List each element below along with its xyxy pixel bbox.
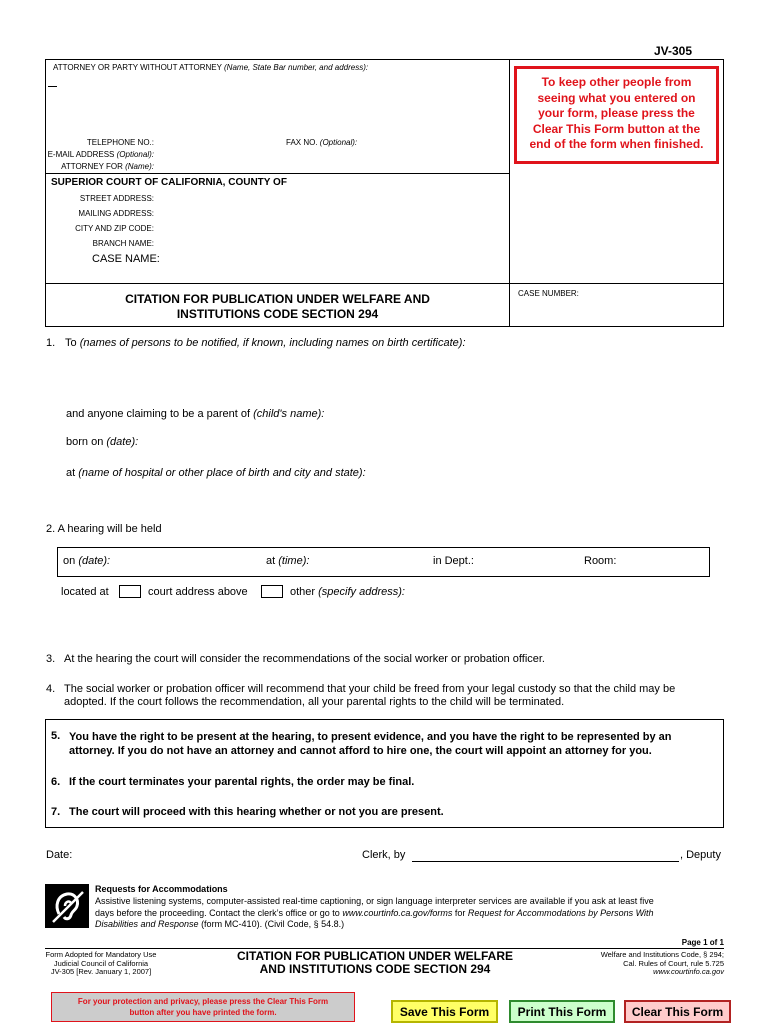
- footer-title2: AND INSTITUTIONS CODE SECTION 294: [259, 962, 491, 976]
- street-label: STREET ADDRESS:: [79, 194, 154, 203]
- city-zip-label: CITY AND ZIP CODE:: [75, 224, 154, 233]
- fax-label: [286, 138, 357, 147]
- page-number: Page 1 of 1: [681, 938, 724, 947]
- item1-parent: [66, 408, 324, 420]
- form-id: JV-305: [654, 44, 693, 58]
- hearing-date-italic: (date):: [78, 555, 111, 567]
- item1-at-italic: (name of hospital or other place of birth and city and state):: [78, 467, 366, 479]
- item5-line1: You have the right to be present at the hearing, to present evidence, and you have the right to be represented by an: [69, 731, 672, 743]
- text-cursor: [48, 86, 57, 87]
- footer-left3: JV-305 [Rev. January 1, 2007]: [50, 967, 152, 976]
- item4-num: 4.: [46, 683, 56, 695]
- form-title-line2: INSTITUTIONS CODE SECTION 294: [176, 307, 379, 321]
- item1-to: [65, 337, 466, 349]
- fax-optional: (Optional):: [319, 138, 358, 147]
- hearing-room: Room:: [584, 555, 617, 567]
- case-name-label: CASE NAME:: [92, 253, 160, 265]
- item5-line2: attorney. If you do not have an attorney and cannot afford to hire one, the court will appoint an attorney for you.: [69, 745, 652, 757]
- email-label-text: E-MAIL ADDRESS: [47, 150, 115, 159]
- item1-num: 1.: [46, 337, 56, 349]
- accommodations-text: [95, 896, 725, 931]
- hearing-dept: in Dept.:: [433, 555, 474, 567]
- other-address-italic: (specify address):: [318, 586, 405, 598]
- clear-form-button[interactable]: Clear This Form: [624, 1000, 731, 1023]
- other-address-checkbox[interactable]: [261, 585, 283, 598]
- item2-label: 2. A hearing will be held: [46, 523, 162, 535]
- form-title-line1: CITATION FOR PUBLICATION UNDER WELFARE AND: [125, 292, 430, 306]
- hearing-time: [266, 555, 309, 567]
- accommodations-line3: [95, 919, 725, 931]
- accommodations-line1: Assistive listening systems, computer-assisted real-time captioning, or sign language interpreter services are available if you ask at least five: [95, 896, 654, 906]
- item5-num: 5.: [51, 730, 61, 742]
- mailing-label: MAILING ADDRESS:: [78, 209, 154, 218]
- accommodations-url[interactable]: www.courtinfo.ca.gov/forms: [342, 907, 453, 918]
- item4-line2: adopted. If the court follows the recommendation, all your parental rights to the child will be terminated.: [64, 696, 565, 708]
- attorney-for-label: [61, 162, 154, 171]
- header-divider: [509, 59, 510, 327]
- item1-at-text: at: [66, 467, 76, 479]
- attorney-label-italic: (Name, State Bar number, and address):: [224, 63, 369, 72]
- item1-to-italic: (names of persons to be notified, if known, including names on birth certificate):: [79, 337, 466, 349]
- item1-born-italic: (date):: [106, 436, 139, 448]
- located-at-label: located at: [61, 586, 109, 598]
- footer-title1: CITATION FOR PUBLICATION UNDER WELFARE: [237, 949, 513, 963]
- item6-text: If the court terminates your parental rights, the order may be final.: [69, 776, 415, 788]
- item1-parent-text: and anyone claiming to be a parent of: [66, 408, 251, 420]
- clerk-signature-line: [412, 861, 679, 862]
- acc-l3b: (form MC-410). (Civil Code, § 54.8.): [198, 919, 345, 929]
- branch-label: BRANCH NAME:: [92, 239, 154, 248]
- assistive-listening-icon: [45, 884, 89, 928]
- item1-at: [66, 467, 366, 479]
- privacy-notice: To keep other people from seeing what you entered on your form, please press the Clear This Form button at the end of the form when finished.: [514, 66, 719, 164]
- attorney-for-text: ATTORNEY FOR: [61, 162, 123, 171]
- attorney-label: [53, 63, 368, 72]
- hearing-date-on: on: [63, 555, 76, 567]
- item5-text: [69, 730, 671, 758]
- footer-title: [200, 950, 550, 976]
- accommodations-title: Requests for Accommodations: [95, 884, 228, 894]
- item7-text: The court will proceed with this hearing whether or not you are present.: [69, 806, 444, 818]
- item1-parent-italic: (child's name):: [253, 408, 325, 420]
- telephone-label: TELEPHONE NO.:: [86, 138, 154, 147]
- item7-num: 7.: [51, 806, 61, 818]
- hearing-time-at: at: [266, 555, 276, 567]
- footer-left2: Judicial Council of California: [53, 958, 149, 968]
- footer-left: [45, 951, 157, 977]
- attorney-label-text: ATTORNEY OR PARTY WITHOUT ATTORNEY: [53, 63, 222, 72]
- court-address-checkbox[interactable]: [119, 585, 141, 598]
- footer-left1: Form Adopted for Mandatory Use: [45, 950, 157, 959]
- court-title: SUPERIOR COURT OF CALIFORNIA, COUNTY OF: [51, 177, 287, 188]
- item3-text: At the hearing the court will consider the recommendations of the social worker or probation officer.: [64, 653, 545, 665]
- item1-to-text: To: [65, 337, 77, 349]
- footer-right2: Cal. Rules of Court, rule 5.725: [623, 958, 724, 968]
- footer-right1: Welfare and Institutions Code, § 294;: [600, 950, 724, 959]
- email-label: [48, 150, 154, 159]
- acc-l2a: days before the proceeding. Contact the clerk’s office or go to: [95, 907, 343, 918]
- deputy-label: , Deputy: [680, 849, 721, 861]
- hearing-date: [63, 555, 110, 567]
- email-optional: (Optional):: [116, 150, 154, 159]
- date-label: Date:: [46, 849, 73, 861]
- print-form-button[interactable]: Print This Form: [509, 1000, 615, 1023]
- fax-label-text: FAX NO.: [286, 138, 318, 147]
- clerk-label: Clerk, by: [362, 849, 406, 861]
- attorney-for-name: (Name):: [125, 162, 154, 171]
- item3-num: 3.: [46, 653, 56, 665]
- hearing-time-italic: (time):: [278, 555, 310, 567]
- item1-born-text: born on: [66, 436, 104, 448]
- acc-l2b: for: [452, 907, 468, 918]
- other-address-text: other: [290, 586, 316, 598]
- form-title: [46, 292, 509, 322]
- other-address-label: [290, 586, 405, 598]
- save-form-button[interactable]: Save This Form: [391, 1000, 498, 1023]
- accommodations-line2: [95, 908, 725, 920]
- acc-l3it: Disabilities and Response: [95, 919, 199, 929]
- item4-line1: The social worker or probation officer will recommend that your child be freed from your legal custody so that the child may be: [64, 683, 676, 695]
- footer-right: [601, 951, 724, 977]
- rule-title: [45, 283, 724, 284]
- item4-text: [64, 683, 675, 709]
- item1-born: [66, 436, 138, 448]
- rule-court: [45, 173, 510, 174]
- acc-l2it: Request for Accommodations by Persons With: [467, 907, 654, 918]
- case-number-label: CASE NUMBER:: [518, 289, 579, 298]
- item6-num: 6.: [51, 776, 61, 788]
- footer-right3: www.courtinfo.ca.gov: [653, 967, 724, 976]
- court-address-label: court address above: [148, 586, 248, 598]
- privacy-footer-note: For your protection and privacy, please press the Clear This Form button after you have printed the form.: [51, 992, 355, 1022]
